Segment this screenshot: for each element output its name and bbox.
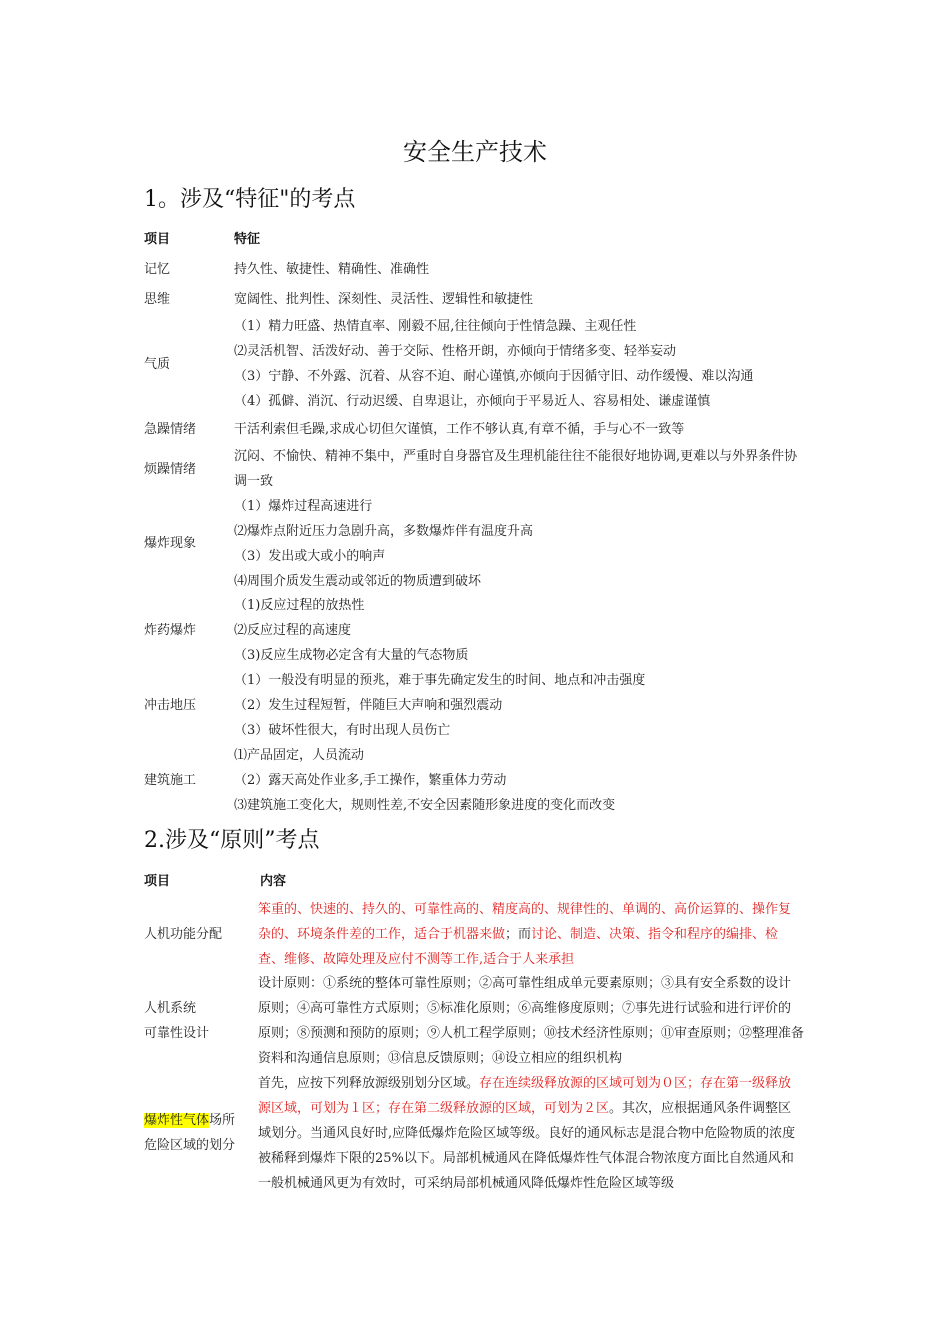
- content-line: （1）精力旺盛、热情直率、刚毅不屈,往往倾向于性情急躁、主观任性: [234, 319, 637, 334]
- row-label-rock-burst: 冲击地压: [144, 698, 197, 713]
- content-line: 被稀释到爆炸下限的25%以下。局部机械通风在降低爆炸性气体混合物浓度方面比自然通风和: [258, 1151, 794, 1166]
- content-line: 宽阔性、批判性、深刻性、灵活性、逻辑性和敏捷性: [234, 292, 534, 307]
- row-label-memory: 记忆: [144, 262, 171, 277]
- row-label-explosive-detonation: 炸药爆炸: [144, 623, 197, 638]
- row-content-explosive-detonation: [234, 593, 866, 668]
- content-line: 笨重的、快速的、持久的、可靠性高的、精度高的、规律性的、单调的、高价运算的、操作复: [258, 902, 792, 917]
- content-line: （3）破坏性很大，有时出现人员伤亡: [234, 723, 451, 738]
- row-label-construction: 建筑施工: [144, 773, 197, 788]
- row-label-explosion-phenomenon: 爆炸现象: [144, 536, 197, 551]
- highlighted-text: 爆炸性气体: [144, 1113, 210, 1128]
- label-line: 危险区域的划分: [144, 1138, 236, 1153]
- row-content-construction: [234, 743, 866, 818]
- row-content-reliability-design: [258, 971, 858, 1071]
- content-line: 干活利索但毛躁,求成心切但欠谨慎，工作不够认真,有章不循，手与心不一致等: [234, 422, 685, 437]
- content-line: 设计原则：①系统的整体可靠性原则；②高可靠性组成单元要素原则；③具有安全系数的设计: [258, 976, 792, 991]
- label-line: 人机系统: [144, 1001, 197, 1016]
- content-fragment: 源区域，可划为１区；存在第二级释放源的区域，可划为２区: [258, 1101, 610, 1116]
- row-content-irritability: [234, 444, 866, 494]
- label-fragment: 场所: [209, 1113, 236, 1128]
- section1-heading: 1。涉及“特征"的考点: [144, 187, 356, 212]
- content-line: ⑴产品固定，人员流动: [234, 748, 365, 763]
- col-header-feature: 特征: [234, 232, 261, 247]
- section2-heading: 2.涉及“原则”考点: [144, 828, 320, 853]
- content-fragment: 存在连续级释放源的区域可划为０区；存在第一级释放: [479, 1076, 792, 1091]
- content-fragment: ；而: [505, 927, 532, 942]
- content-line: （3）宁静、不外露、沉着、从容不迫、耐心谨慎,亦倾向于因循守旧、动作缓慢、难以沟通: [234, 369, 754, 384]
- row-content-impatience: [234, 417, 866, 442]
- content-line: 调一致: [234, 474, 274, 489]
- content-line: ⑷周围介质发生震动或邻近的物质遭到破坏: [234, 574, 482, 589]
- content-line: （1）一般没有明显的预兆，难于事先确定发生的时间、地点和冲击强度: [234, 673, 646, 688]
- content-line: 持久性、敏捷性、精确性、准确性: [234, 262, 430, 277]
- content-line: 原则；④高可靠性方式原则；⑤标准化原则；⑥高维修度原则；⑦事先进行试验和进行评价的: [258, 1001, 792, 1016]
- content-fragment: 首先，应按下列释放源级别划分区域。: [258, 1076, 480, 1091]
- content-line: 沉闷、不愉快、精神不集中，严重时自身器官及生理机能往往不能很好地协调,更难以与外界条件协: [234, 449, 798, 464]
- row-content-function-allocation: [258, 897, 858, 972]
- row-label-function-allocation: 人机功能分配: [144, 927, 223, 942]
- col-header-item: 项目: [144, 232, 171, 247]
- row-label-hazard-zone: [144, 1108, 235, 1158]
- content-line: 一般机械通风更为有效时，可采纳局部机械通风降低爆炸性危险区域等级: [258, 1176, 675, 1191]
- content-fragment: 。其次，应根据通风条件调整区: [609, 1101, 792, 1116]
- content-line: 原则；⑧预测和预防的原则；⑨人机工程学原则；⑩技术经济性原则；⑪审查原则；⑫整理准备: [258, 1026, 805, 1041]
- content-line: ⑶建筑施工变化大，规则性差,不安全因素随形象进度的变化而改变: [234, 798, 616, 813]
- content-line: （3)反应生成物必定含有大量的气态物质: [234, 648, 469, 663]
- row-label-thinking: 思维: [144, 292, 171, 307]
- content-line: （1)反应过程的放热性: [234, 598, 365, 613]
- label-line: 可靠性设计: [144, 1026, 210, 1041]
- content-line: 资料和沟通信息原则；⑬信息反馈原则；⑭设立相应的组织机构: [258, 1051, 623, 1066]
- row-content-hazard-zone: [258, 1071, 858, 1196]
- content-line: 域划分。当通风良好时,应降低爆炸危险区域等级。良好的通风标志是混合物中危险物质的浓度: [258, 1126, 796, 1141]
- content-line: （3）发出或大或小的响声: [234, 549, 386, 564]
- content-line: （2）发生过程短暂，伴随巨大声响和强烈震动: [234, 698, 503, 713]
- content-line: （1）爆炸过程高速进行: [234, 499, 373, 514]
- row-content-memory: [234, 257, 866, 282]
- row-label-reliability-design: [144, 996, 209, 1046]
- row-label-impatience: 急躁情绪: [144, 422, 197, 437]
- content-line: ⑵爆炸点附近压力急剧升高，多数爆炸伴有温度升高: [234, 524, 534, 539]
- content-line: （4）孤僻、消沉、行动迟缓、自卑退让，亦倾向于平易近人、容易相处、谦虚谨慎: [234, 394, 711, 409]
- row-content-explosion-phenomenon: [234, 494, 866, 594]
- row-content-rock-burst: [234, 668, 866, 743]
- row-content-thinking: [234, 287, 866, 312]
- content-line: ⑵反应过程的高速度: [234, 623, 352, 638]
- content-line: ⑵灵活机智、活泼好动、善于交际、性格开朗，亦倾向于情绪多变、轻举妄动: [234, 344, 677, 359]
- row-content-temperament: [234, 314, 866, 414]
- page-title: 安全生产技术: [403, 138, 547, 166]
- row-label-irritability: 烦躁情绪: [144, 462, 197, 477]
- content-line: （2）露天高处作业多,手工操作，繁重体力劳动: [234, 773, 507, 788]
- content-line: 查、维修、故障处理及应付不测等工作,适合于人来承担: [258, 952, 575, 967]
- content-fragment: 讨论、制造、决策、指令和程序的编排、检: [531, 927, 779, 942]
- content-fragment: 杂的、环境条件差的工作，适合于机器来做: [258, 927, 506, 942]
- row-label-temperament: 气质: [144, 357, 171, 372]
- col-header-content: 内容: [260, 874, 287, 889]
- col-header-item: 项目: [144, 874, 171, 889]
